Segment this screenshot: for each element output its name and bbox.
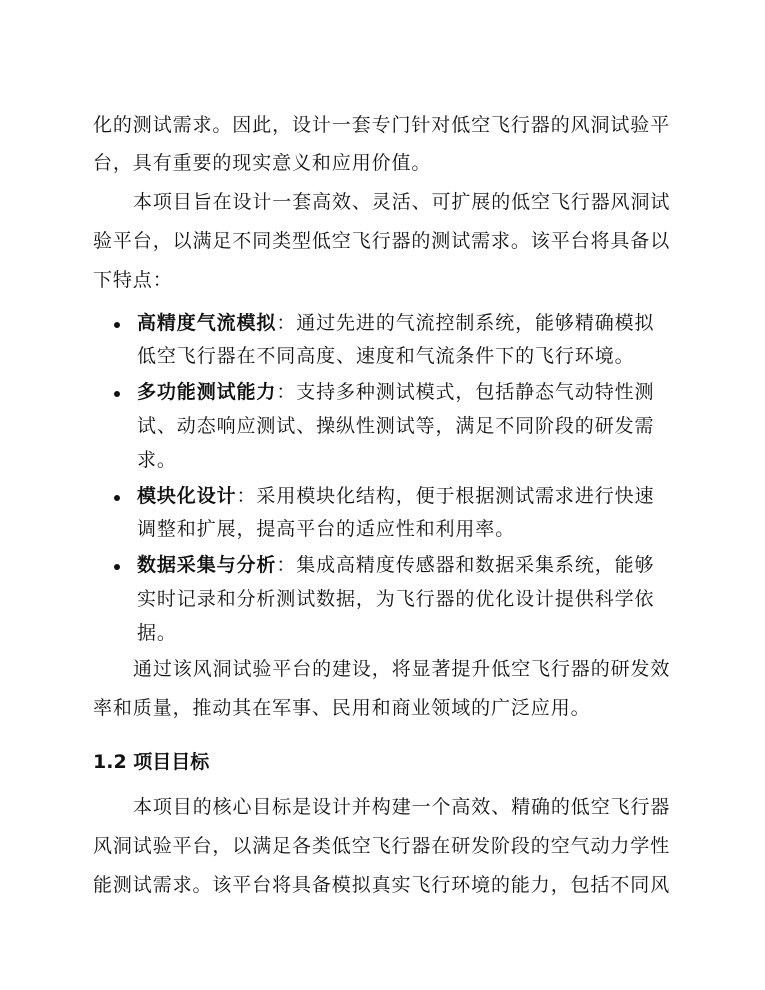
paragraph-line: 能测试需求。该平台将具备模拟真实飞行环境的能力，包括不同风 <box>93 874 671 896</box>
bullet-item <box>137 552 654 578</box>
bullet-separator: ： <box>276 312 297 334</box>
bullet-text-line: 据。 <box>137 622 177 644</box>
bullet-text-line: 求。 <box>137 449 177 471</box>
section-heading: 1.2 项目目标 <box>93 751 210 773</box>
bullet-item <box>137 310 654 336</box>
bullet-separator: ： <box>236 485 257 507</box>
bullet-separator: ： <box>276 554 297 576</box>
paragraph-line: 验平台，以满足不同类型低空飞行器的测试需求。该平台将具备以 <box>93 230 671 252</box>
bullet-separator: ： <box>276 381 297 403</box>
bullet-title: 模块化设计 <box>137 485 237 507</box>
paragraph-line: 本项目旨在设计一套高效、灵活、可扩展的低空飞行器风洞试 <box>133 191 671 213</box>
bullet-dot <box>114 322 120 328</box>
paragraph-line: 下特点： <box>93 269 173 291</box>
bullet-dot <box>114 564 120 570</box>
paragraph-line: 率和质量，推动其在军事、民用和商业领域的广泛应用。 <box>93 697 591 719</box>
bullet-text: 支持多种测试模式，包括静态气动特性测 <box>296 381 655 403</box>
paragraph-line: 本项目的核心目标是设计并构建一个高效、精确的低空飞行器 <box>133 796 671 818</box>
bullet-dot <box>114 495 120 501</box>
bullet-title: 多功能测试能力 <box>137 381 277 403</box>
bullet-dot <box>114 391 120 397</box>
bullet-item <box>137 379 654 405</box>
bullet-text-line: 调整和扩展，提高平台的适应性和利用率。 <box>137 518 516 540</box>
paragraph-line: 化的测试需求。因此，设计一套专门针对低空飞行器的风洞试验平 <box>93 114 671 136</box>
paragraph-line: 风洞试验平台，以满足各类低空飞行器在研发阶段的空气动力学性 <box>93 835 671 857</box>
bullet-text-line: 实时记录和分析测试数据，为飞行器的优化设计提供科学依 <box>137 588 655 610</box>
bullet-text-line: 低空飞行器在不同高度、速度和气流条件下的飞行环境。 <box>137 345 635 367</box>
bullet-text: 集成高精度传感器和数据采集系统，能够 <box>296 554 655 576</box>
bullet-text: 采用模块化结构，便于根据测试需求进行快速 <box>256 485 655 507</box>
bullet-item <box>137 483 654 509</box>
bullet-title: 数据采集与分析 <box>137 554 277 576</box>
paragraph-line: 通过该风洞试验平台的建设，将显著提升低空飞行器的研发效 <box>133 658 671 680</box>
bullet-title: 高精度气流模拟 <box>137 312 277 334</box>
paragraph-line: 台，具有重要的现实意义和应用价值。 <box>93 152 432 174</box>
bullet-text: 通过先进的气流控制系统，能够精确模拟 <box>296 312 655 334</box>
bullet-text-line: 试、动态响应测试、操纵性测试等，满足不同阶段的研发需 <box>137 415 655 437</box>
